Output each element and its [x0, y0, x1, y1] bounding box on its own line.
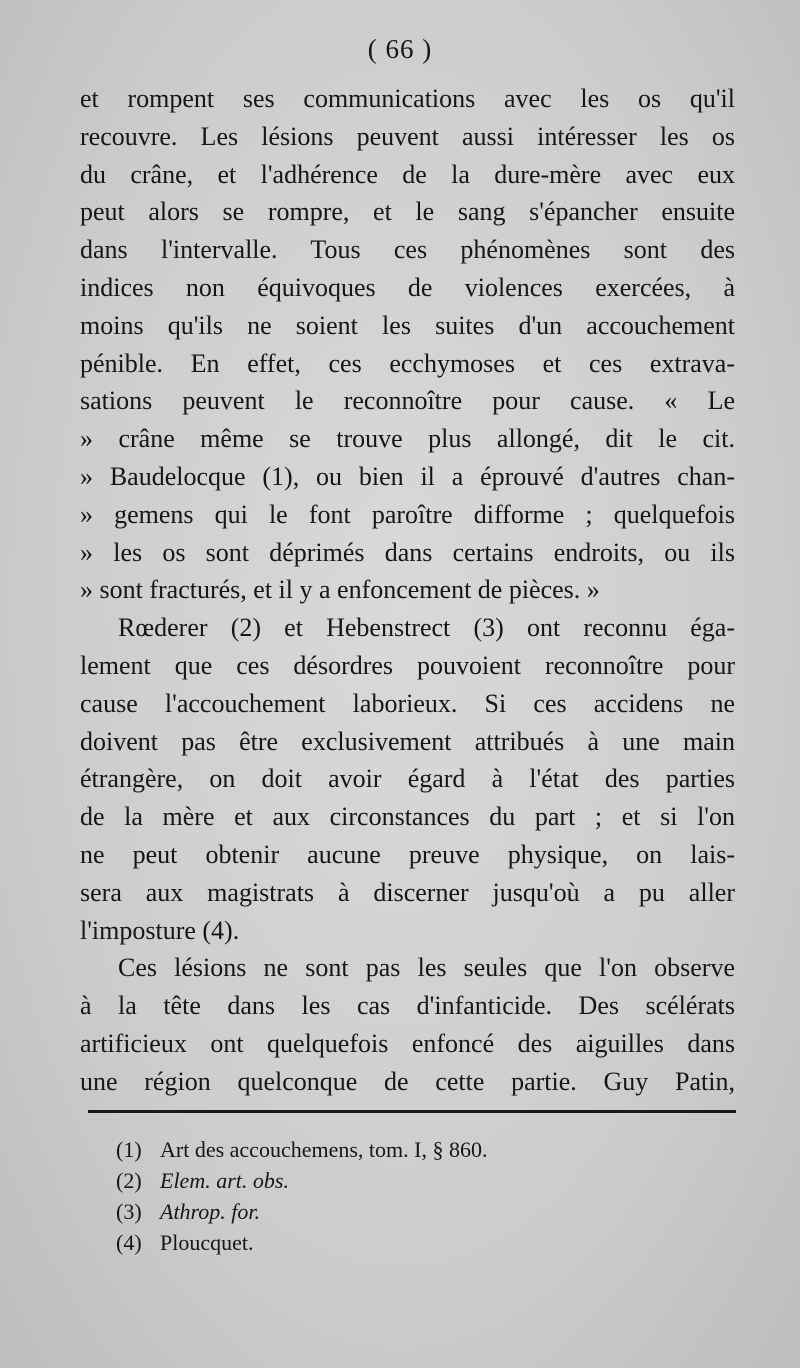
- text-line: étrangère, on doit avoir égard à l'état des parties: [80, 764, 735, 794]
- text-line: » gemens qui le font paroître difforme ; quelquefois: [80, 499, 735, 529]
- text-line: dans l'intervalle. Tous ces phénomènes sont des: [80, 235, 735, 265]
- text-line: pénible. En effet, ces ecchymoses et ces extrava-: [80, 348, 735, 378]
- text-line: indices non équivoques de violences exercées, à: [80, 272, 735, 302]
- footnote-text: Ploucquet.: [160, 1230, 254, 1255]
- footnote: [116, 1227, 716, 1258]
- body-text: [80, 80, 735, 1101]
- footnote: [116, 1196, 716, 1227]
- footnote-number: (1): [116, 1137, 142, 1162]
- text-line: moins qu'ils ne soient les suites d'un accouchement: [80, 310, 735, 340]
- text-line: et rompent ses communications avec les os qu'il: [80, 84, 735, 113]
- text-line: lement que ces désordres pouvoient reconnoître pour: [80, 650, 735, 680]
- text-line: » sont fracturés, et il y a enfoncement de pièces. »: [80, 575, 600, 605]
- text-line: artificieux ont quelquefois enfoncé des aiguilles dans: [80, 1028, 735, 1058]
- footnote-divider: [88, 1110, 736, 1113]
- footnote-text: Athrop. for.: [160, 1199, 261, 1224]
- text-line: Ces lésions ne sont pas les seules que l'on observe: [118, 953, 735, 983]
- text-line: sations peuvent le reconnoître pour cause. « Le: [80, 386, 735, 416]
- text-line: Rœderer (2) et Hebenstrect (3) ont reconnu éga-: [118, 613, 735, 643]
- text-line: l'imposture (4).: [80, 915, 240, 945]
- text-line: de la mère et aux circonstances du part ; et si l'on: [80, 802, 735, 832]
- text-line: doivent pas être exclusivement attribués à une main: [80, 726, 735, 756]
- footnote-number: (2): [116, 1168, 142, 1193]
- page-number: ( 66 ): [367, 34, 433, 64]
- text-line: sera aux magistrats à discerner jusqu'où a pu aller: [80, 877, 735, 907]
- text-line: cause l'accouchement laborieux. Si ces accidens ne: [80, 688, 735, 718]
- text-line: » crâne même se trouve plus allongé, dit le cit.: [80, 424, 735, 454]
- footnote: [116, 1165, 716, 1196]
- footnote-text: Art des accouchemens, tom. I, § 860.: [160, 1137, 488, 1162]
- footnote-text: Elem. art. obs.: [160, 1168, 289, 1193]
- footnotes: [116, 1134, 716, 1258]
- text-line: » les os sont déprimés dans certains endroits, ou ils: [80, 537, 735, 567]
- text-line: recouvre. Les lésions peuvent aussi intéresser les os: [80, 121, 735, 151]
- text-line: ne peut obtenir aucune preuve physique, on lais-: [80, 839, 735, 869]
- footnote-number: (3): [116, 1199, 142, 1224]
- text-line: » Baudelocque (1), ou bien il a éprouvé d'autres chan-: [80, 461, 735, 491]
- text-line: du crâne, et l'adhérence de la dure-mère avec eux: [80, 159, 735, 189]
- footnote: [116, 1134, 716, 1165]
- footnote-number: (4): [116, 1230, 142, 1255]
- text-line: à la tête dans les cas d'infanticide. Des scélérats: [80, 991, 735, 1021]
- text-line: peut alors se rompre, et le sang s'épancher ensuite: [80, 197, 735, 227]
- text-line: une région quelconque de cette partie. Guy Patin,: [80, 1066, 735, 1096]
